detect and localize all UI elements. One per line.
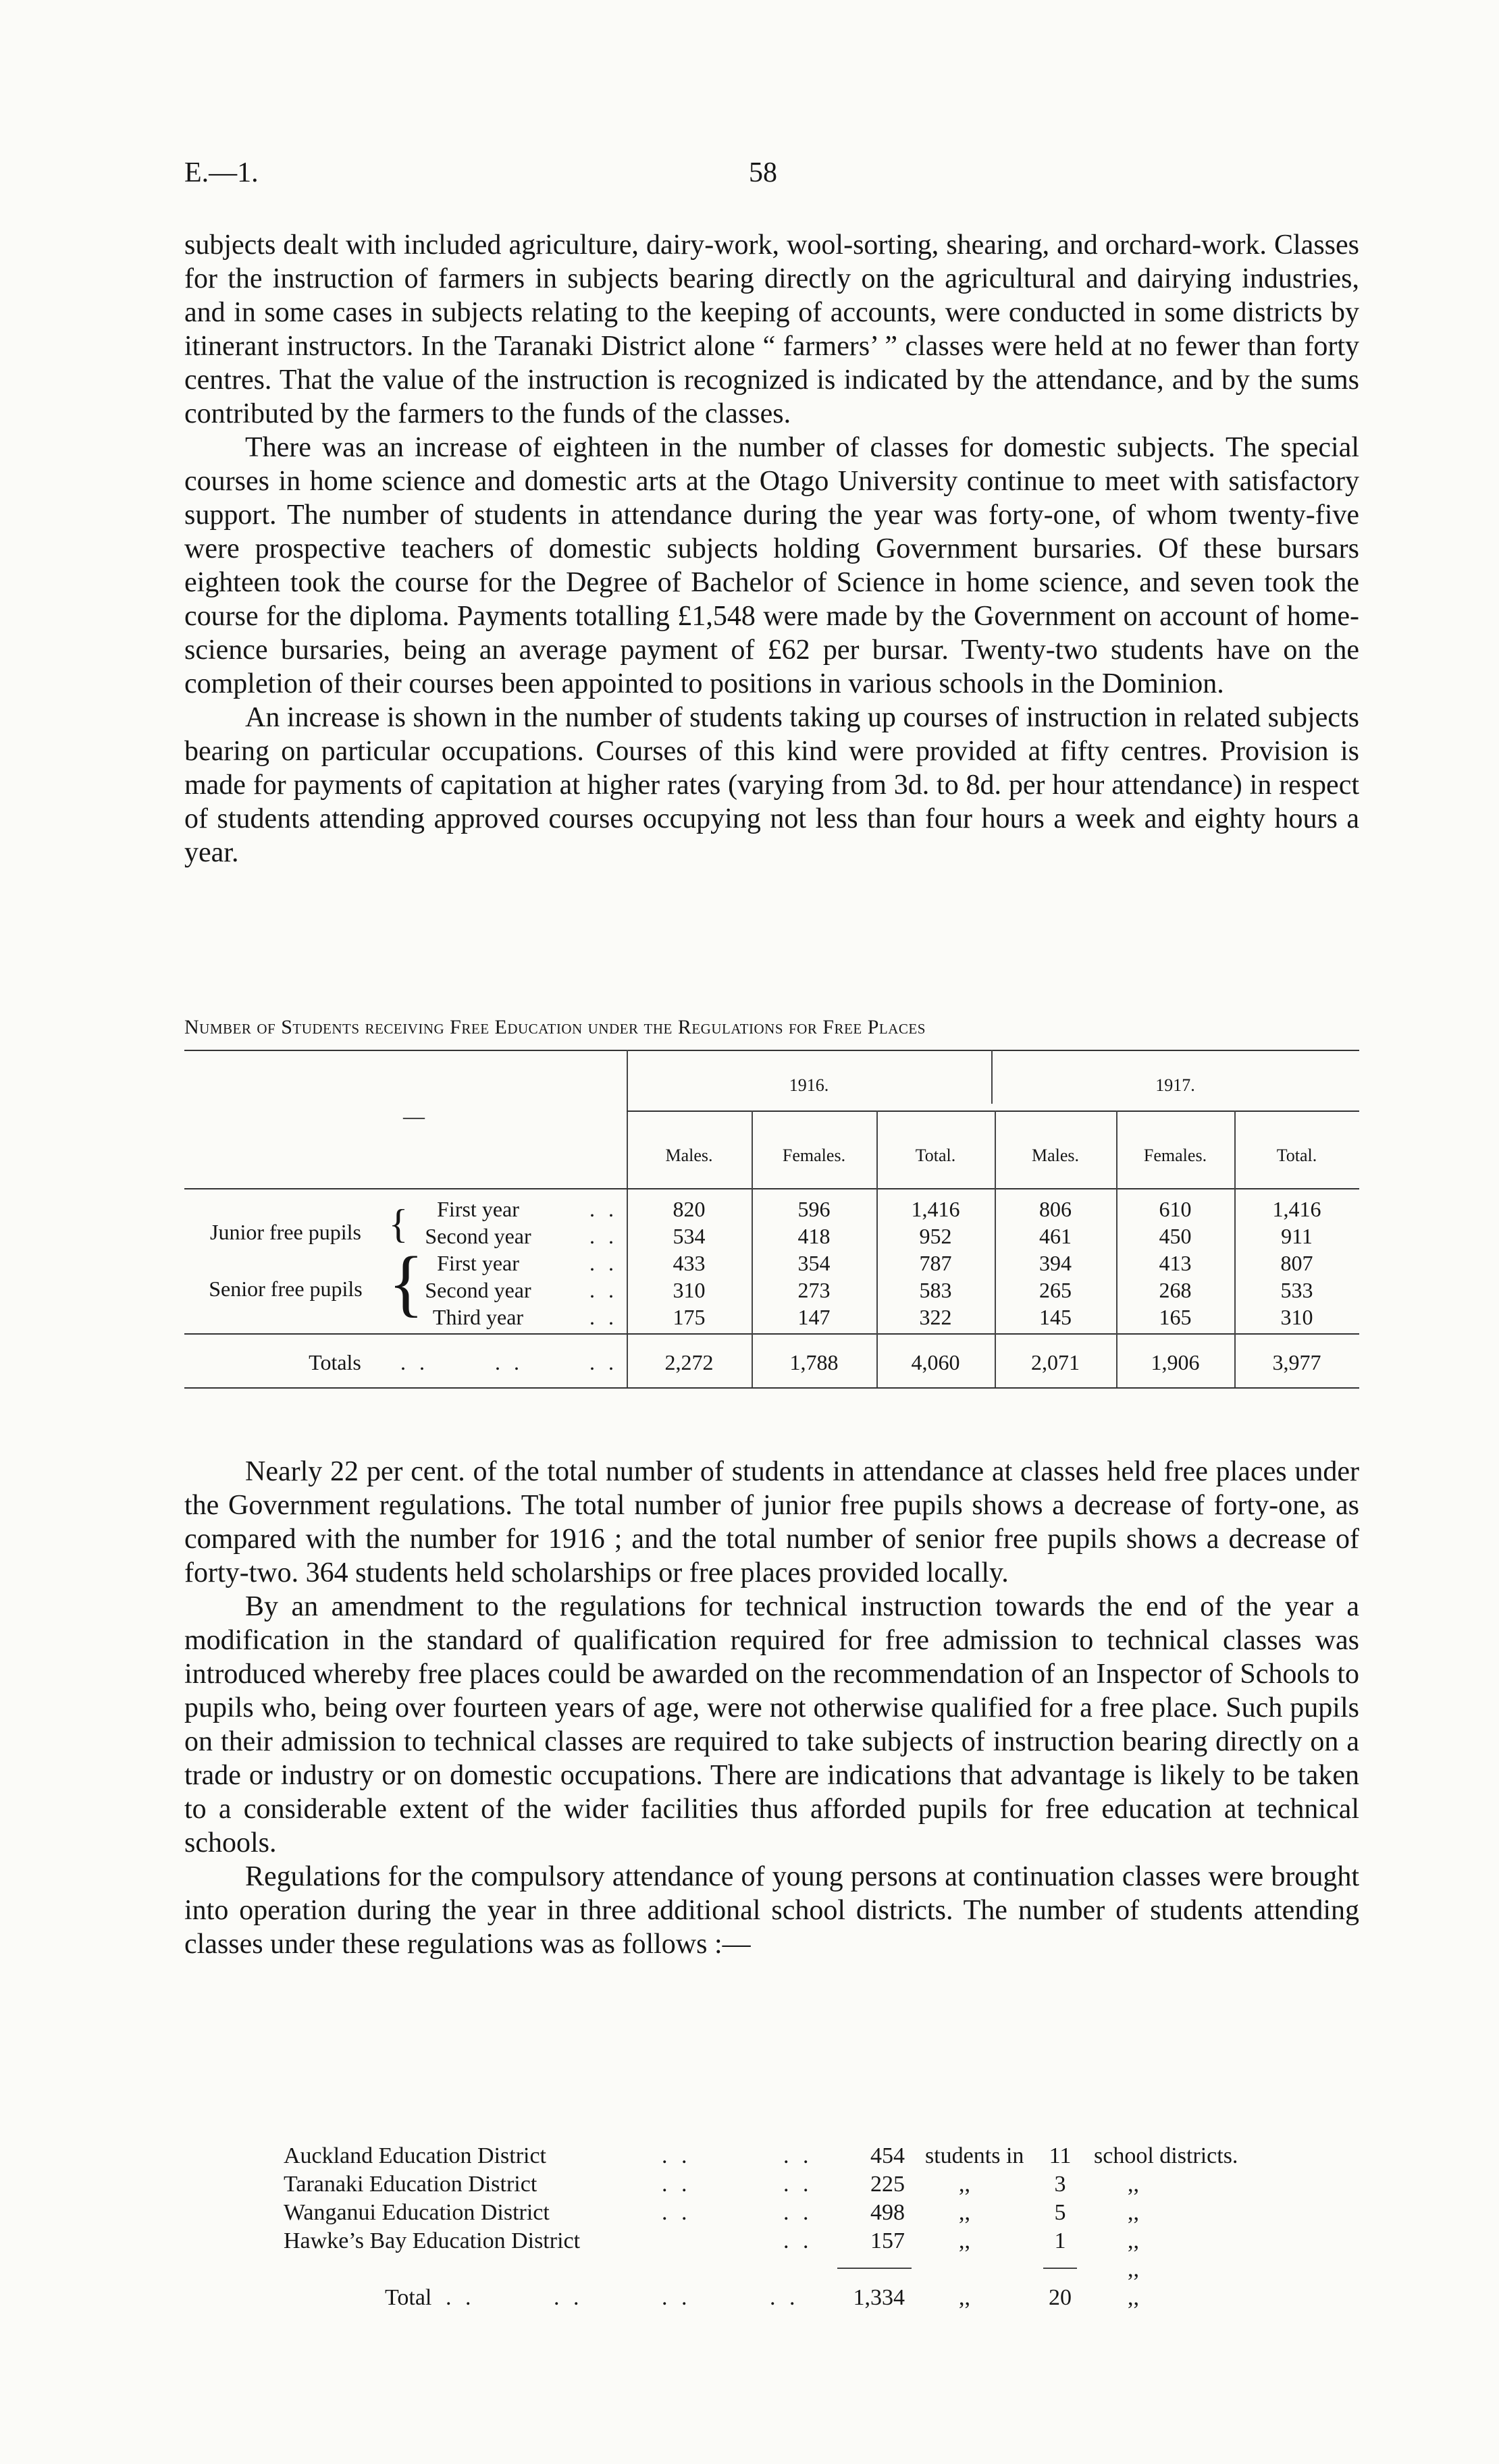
leader-dots: . . <box>662 2285 691 2310</box>
suffix: ,, <box>1128 2285 1139 2310</box>
leader-dots: . . <box>554 2285 583 2310</box>
leader-dots: . . <box>589 1350 618 1374</box>
cell-t17: 1,416 <box>1272 1197 1321 1221</box>
leader-dots: . . <box>662 2143 691 2168</box>
cell-f16: 418 <box>797 1224 831 1248</box>
cell-m16: 820 <box>673 1197 706 1221</box>
unit: ,, <box>959 2172 970 2197</box>
cell-f17: 610 <box>1159 1197 1192 1221</box>
suffix: ,, <box>1128 2228 1139 2253</box>
cell-t17: 911 <box>1281 1224 1313 1248</box>
cell-m16: 534 <box>673 1224 706 1248</box>
cell-m17: 145 <box>1039 1305 1072 1329</box>
row-label: Second year <box>425 1278 531 1302</box>
cell-f16: 273 <box>797 1278 831 1302</box>
cell-f16: 147 <box>797 1305 831 1329</box>
list-item <box>284 2228 1364 2257</box>
cell-m17: 461 <box>1039 1224 1072 1248</box>
student-count: 157 <box>870 2228 905 2253</box>
cell-t17: 807 <box>1280 1251 1313 1275</box>
student-count: 1,334 <box>853 2285 905 2310</box>
paragraph: subjects dealt with included agriculture, dairy-work, wool-sorting, shearing, and orchard-work. Classes for the instruction of farmers in subjects bearing directly on the agricultural and dairying industries, and in some cases in subjects relating to the keeping of accounts, were conducted in some districts by itinerant instructors. In the Taranaki District alone “ farmers’ ” classes were held at no fewer than forty centres. That the value of the instruction is recognized is indicated by the attendance, and by the sums contributed by the farmers to the funds of the classes. <box>184 230 1359 429</box>
unit: ,, <box>959 2228 970 2253</box>
totals-label: Totals <box>309 1350 361 1374</box>
cell-f16: 596 <box>797 1197 831 1221</box>
rule <box>837 2268 912 2269</box>
leader-dots: . . <box>589 1278 618 1302</box>
total-label: Total <box>385 2285 432 2310</box>
leader-dots: . . <box>783 2200 813 2225</box>
table-title: Number of Students receiving Free Education under the Regulations for Free Places <box>184 1016 926 1038</box>
district-name: Hawke’s Bay Education District <box>284 2228 581 2253</box>
col-total-1916: Total. <box>915 1146 956 1165</box>
brace-junior: { <box>388 1202 409 1246</box>
page-header-code: E.—1. <box>184 157 259 188</box>
col-males-1917: Males. <box>1031 1146 1080 1165</box>
cell-f17: 450 <box>1159 1224 1192 1248</box>
cell-m17: 394 <box>1039 1251 1072 1275</box>
year-1917-header: 1917. <box>1155 1075 1195 1095</box>
free-places-table <box>184 1050 1359 1387</box>
district-name: Taranaki Education District <box>284 2172 537 2197</box>
row-label: Third year <box>432 1305 524 1329</box>
student-count: 498 <box>870 2200 905 2225</box>
cell-m17: 265 <box>1039 1278 1072 1302</box>
district-list <box>284 2143 1364 2310</box>
list-separator <box>284 2257 1364 2285</box>
list-item <box>284 2200 1364 2228</box>
cell-f16: 354 <box>797 1251 831 1275</box>
cell-f17: 268 <box>1159 1278 1192 1302</box>
district-name: Auckland Education District <box>284 2143 547 2168</box>
cell-t16: 787 <box>919 1251 952 1275</box>
leader-dots: . . <box>495 1350 523 1374</box>
col-females-1916: Females. <box>782 1146 846 1165</box>
leader-dots: . . <box>589 1251 618 1275</box>
leader-dots: . . <box>589 1305 618 1329</box>
col-females-1917: Females. <box>1143 1146 1207 1165</box>
total-m16: 2,272 <box>664 1350 714 1374</box>
cell-t16: 1,416 <box>911 1197 960 1221</box>
total-t16: 4,060 <box>911 1350 960 1374</box>
cell-t17: 310 <box>1280 1305 1313 1329</box>
leader-dots: . . <box>662 2200 691 2225</box>
unit: ,, <box>959 2285 970 2310</box>
rule <box>1043 2268 1077 2269</box>
suffix: ,, <box>1128 2200 1139 2225</box>
total-f17: 1,906 <box>1151 1350 1200 1374</box>
unit: ,, <box>959 2200 970 2225</box>
district-name: Wanganui Education District <box>284 2200 550 2225</box>
list-item <box>284 2143 1364 2172</box>
leader-dots: . . <box>446 2285 475 2310</box>
school-count: 5 <box>1054 2200 1066 2225</box>
cell-t16: 952 <box>919 1224 952 1248</box>
leader-dots: . . <box>783 2172 813 2197</box>
leader-dots: . . <box>783 2143 813 2168</box>
cell-m16: 433 <box>673 1251 706 1275</box>
year-1916-header: 1916. <box>789 1075 829 1095</box>
body-text-top <box>184 228 1359 869</box>
cell-f17: 413 <box>1159 1251 1192 1275</box>
paragraph: Nearly 22 per cent. of the total number of students in attendance at classes held free places under the Government regulations. The total number of junior free pupils shows a decrease of forty-one, as compared with the number for 1916 ; and the total number of senior free pupils shows a decrease of forty-two. 364 students held scholarships or free places provided locally. <box>184 1456 1359 1588</box>
school-count: 20 <box>1049 2285 1072 2310</box>
leader-dots: . . <box>589 1224 618 1248</box>
cell-t16: 583 <box>919 1278 952 1302</box>
row-label: First year <box>437 1197 519 1221</box>
school-count: 3 <box>1054 2172 1066 2197</box>
stub-dash: — <box>403 1104 425 1128</box>
suffix: school districts. <box>1094 2143 1238 2168</box>
group-senior-label: Senior free pupils <box>209 1277 363 1301</box>
paragraph: There was an increase of eighteen in the number of classes for domestic subjects. The special courses in home science and domestic arts at the Otago University continue to meet with satisfactory support. The number of students in attendance during the year was forty-one, of whom twenty-five were prospective teachers of domestic subjects holding Government bursaries. Of these bursars eighteen took the course for the Degree of Bachelor of Science in home science, and seven took the course for the diploma. Payments totalling £1,548 were made by the Government on account of home-science bursaries, being an average payment of £62 per bursar. Twenty-two students have on the completion of their courses been appointed to positions in various schools in the Dominion. <box>184 432 1359 699</box>
student-count: 225 <box>870 2172 905 2197</box>
paragraph: By an amendment to the regulations for technical instruction towards the end of the year a modification in the standard of qualification required for free admission to technical classes was introduced whereby free places could be awarded on the recommendation of an Inspector of Schools to pupils who, being over fourteen years of age, were not otherwise qualified for a free place. Such pupils on their admission to technical classes are required to take subjects of instruction bearing directly on a trade or industry or on domestic occupations. There are indications that advantage is likely to be taken to a considerable extent of the wider facilities thus afforded pupils for free education at technical schools. <box>184 1591 1359 1858</box>
student-count: 454 <box>870 2143 905 2168</box>
leader-dots: . . <box>783 2228 813 2253</box>
suffix: ,, <box>1128 2172 1139 2197</box>
col-males-1916: Males. <box>665 1146 713 1165</box>
row-label: First year <box>437 1251 519 1275</box>
paragraph: An increase is shown in the number of students taking up courses of instruction in related subjects bearing on particular occupations. Courses of this kind were provided at fifty centres. Provision is made for payments of capitation at higher rates (varying from 3d. to 8d. per hour attendance) in respect of students attending approved courses occupying not less than four hours a week and eighty hours a year. <box>184 702 1359 868</box>
school-count: 1 <box>1054 2228 1066 2253</box>
suffix: ,, <box>1128 2257 1139 2282</box>
leader-dots: . . <box>770 2285 799 2310</box>
total-t17: 3,977 <box>1272 1350 1321 1374</box>
body-text-bottom <box>184 1455 1359 1961</box>
leader-dots: . . <box>662 2172 691 2197</box>
total-f16: 1,788 <box>789 1350 839 1374</box>
cell-m16: 175 <box>673 1305 706 1329</box>
leader-dots: . . <box>400 1350 429 1374</box>
total-row <box>284 2285 1364 2313</box>
cell-f17: 165 <box>1159 1305 1192 1329</box>
cell-m17: 806 <box>1039 1197 1072 1221</box>
col-total-1917: Total. <box>1276 1146 1317 1165</box>
paragraph: Regulations for the compulsory attendance of young persons at continuation classes were brought into operation during the year in three additional school districts. The number of students attending classes under these regulations was as follows :— <box>184 1861 1359 1960</box>
cell-t16: 322 <box>919 1305 952 1329</box>
leader-dots: . . <box>589 1197 618 1221</box>
unit: students in <box>925 2143 1024 2168</box>
total-m17: 2,071 <box>1031 1350 1080 1374</box>
brace-senior: { <box>388 1241 424 1324</box>
page-number: 58 <box>749 157 777 188</box>
cell-m16: 310 <box>673 1278 706 1302</box>
group-junior-label: Junior free pupils <box>210 1220 361 1244</box>
list-item <box>284 2172 1364 2200</box>
row-label: Second year <box>425 1224 531 1248</box>
school-count: 11 <box>1049 2143 1072 2168</box>
cell-t17: 533 <box>1280 1278 1313 1302</box>
